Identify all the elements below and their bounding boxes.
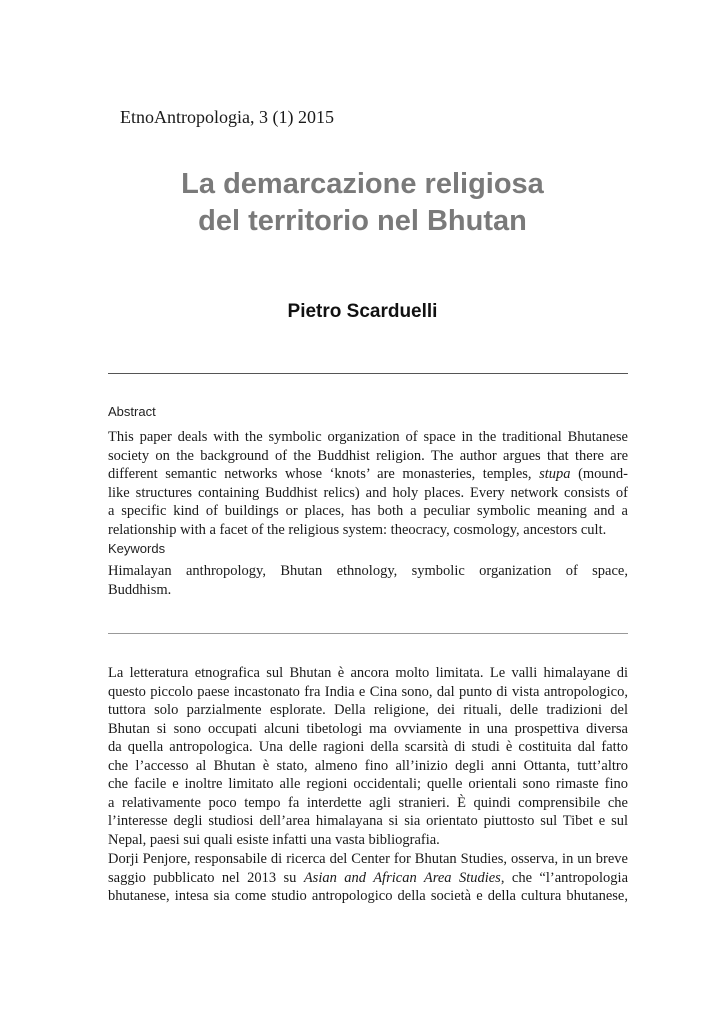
title-line-1: La demarcazione religiosa xyxy=(181,168,544,200)
abstract-label: Abstract xyxy=(108,404,156,419)
abstract-line: This paper deals with the symbolic organization of space in the traditional Bhutanese xyxy=(108,429,628,445)
bottom-divider xyxy=(108,633,628,634)
abstract-line: relationship with a facet of the religious system: theocracy, cosmology, ancestors cult. xyxy=(108,521,607,538)
body-paragraph-2 xyxy=(108,850,628,906)
paragraph-line: La letteratura etnografica sul Bhutan è ancora molto limitata. Le valli himalayane di xyxy=(108,665,628,681)
author-name: Pietro Scarduelli xyxy=(287,301,438,322)
abstract-line: a specific kind of buildings or places, has both a peculiar symbolic meaning and a xyxy=(108,503,628,519)
abstract-text xyxy=(108,428,628,539)
top-divider xyxy=(108,373,628,374)
paragraph-line: bhutanese, intesa sia come studio antropologico della società e della cultura bhutanese, xyxy=(108,888,628,904)
keywords-label: Keywords xyxy=(108,541,166,556)
article-title xyxy=(0,166,725,240)
abstract-italic-term: stupa xyxy=(539,466,571,482)
journal-citation: EtnoAntropologia, 3 (1) 2015 xyxy=(120,107,334,127)
title-line-2: del territorio nel Bhutan xyxy=(198,205,527,237)
keywords-line: Buddhism. xyxy=(108,581,172,598)
paragraph-line: Bhutan si sono occupati alcuni tibetologi ma ovviamente in una prospettiva diversa xyxy=(108,720,628,737)
journal-title-italic: Asian and African Area Studies xyxy=(303,869,501,886)
keywords-line: Himalayan anthropology, Bhutan ethnology, symbolic organization of space, xyxy=(108,563,628,579)
paragraph-line: l’interesse degli studiosi dell’area himalayana si sia orientato piuttosto sul Tibet e sul xyxy=(108,813,628,829)
paragraph-line: a relativamente poco tempo fa interdette agli stranieri. È quindi comprensibile che xyxy=(108,794,628,811)
keywords-text xyxy=(108,562,628,599)
paragraph-line: Dorji Penjore, responsabile di ricerca del Center for Bhutan Studies, osserva, in un breve xyxy=(108,851,628,867)
paragraph-line: che facile e inoltre limitato alle regioni occidentali; quelle orientali sono rimaste fino xyxy=(108,776,628,792)
paragraph-line: tuttora solo parzialmente esplorate. Della religione, dei rituali, delle tradizioni del xyxy=(108,702,628,718)
body-paragraph-1 xyxy=(108,664,628,849)
paragraph-line: questo piccolo paese incastonato fra India e Cina sono, dal punto di vista antropologico, xyxy=(108,683,628,700)
paragraph-line-2-end: , che “l’antropologia xyxy=(500,869,629,886)
paragraph-line: da quella antropologica. Una delle ragioni della scarsità di studi è costituita dal fatto xyxy=(108,739,628,755)
paragraph-line-2-start: saggio pubblicato nel 2013 su xyxy=(108,869,304,886)
abstract-line: society on the background of the Buddhist religion. The author argues that there are xyxy=(108,447,628,464)
abstract-line-3-end: (mound- xyxy=(570,466,628,482)
abstract-line-3-start: different semantic networks whose ‘knots’ are monasteries, temples, xyxy=(108,466,540,482)
paragraph-line: che l’accesso al Bhutan è stato, almeno fino all’inizio degli anni Ottanta, tutt’altro xyxy=(108,757,628,774)
paragraph-line xyxy=(108,869,628,888)
abstract-line: like structures containing Buddhist relics) and holy places. Every network consists of xyxy=(108,484,628,501)
abstract-line xyxy=(108,465,628,484)
paragraph-line: Nepal, paesi sui quali esiste infatti una vasta bibliografia. xyxy=(108,831,440,848)
